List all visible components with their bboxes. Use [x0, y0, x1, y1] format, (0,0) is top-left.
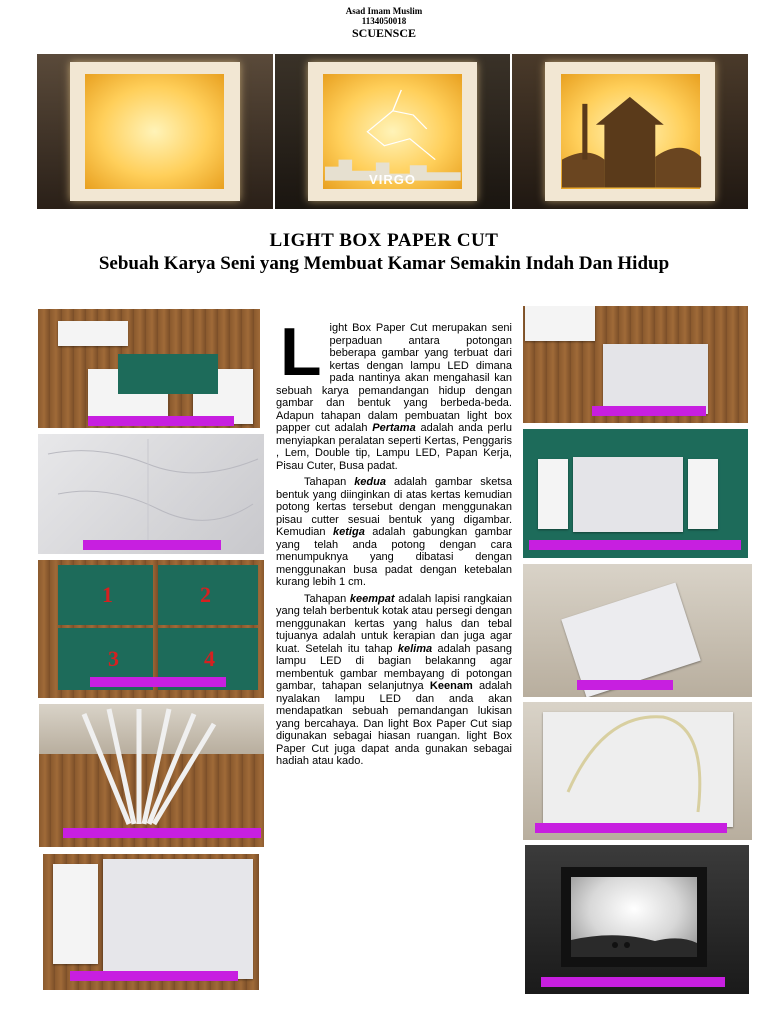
keyword-kedua: kedua	[354, 476, 386, 488]
silhouette-scene-icon	[525, 845, 749, 994]
photo-stacked-layers	[43, 854, 259, 990]
temple-silhouette-icon	[545, 62, 715, 202]
keyword-pertama: Pertama	[372, 422, 416, 434]
drop-cap: L	[280, 314, 322, 390]
lightbox-frame	[70, 62, 240, 202]
photo-box-assembly-3	[523, 564, 752, 697]
page-title: LIGHT BOX PAPER CUT	[269, 230, 499, 251]
paragraph-intro: ight Box Paper Cut merupakan seni perpaduan antara potongan beberapa gambar yang terbuat dari kertas dengan lampu LED dimana pada nantinya akan mengahasil kan sebuah karya pemandangan hidup dengan gambar dan bentuk yang berbeda-beda. Adapun tahapan dalam pembuatan light box papper cut adalah Pertama adalah anda perlu menyiapkan peralatan seperti Kertas, Penggaris , Lem, Double tip, Lampu LED, Papan Kerja, Pisau Cuter, Busa padat.	[276, 322, 512, 472]
major-label: SCUENSCE	[351, 26, 417, 40]
banner-photo-virgo	[275, 54, 511, 209]
paragraph-step-4: Tahapan keempat adalah lapisi rangkaian yang telah berbentuk kotak atau persegi dengan menggunakan kertas yang halus dan tebal tujuanya adalah untuk kerapian dan juga agar kuat. Setelah itu tahap kelima adalah pasang lampu LED di bagian belakanng agar membentuk gambar membayang di potongan gambar, tahapan selanjutnya Keenam adalah nyalakan lampu LED dan anda akan mendapatkan sebuah pemandangan lukisan yang bercahaya. Dan light Box Paper Cut siap digunakan sebagai hiasan ruangan. light Box Paper Cut juga dapat anda gunakan sebagai hadiah atau kado.	[276, 592, 513, 767]
student-id: 1134050018	[361, 16, 407, 26]
lightbox-glow	[85, 74, 224, 188]
keyword-keenam: Keenam	[429, 680, 473, 692]
step-number: 3	[108, 646, 119, 671]
step-number: 4	[204, 646, 215, 671]
photo-foam-strips	[39, 704, 264, 847]
photo-cut-layers	[38, 560, 264, 698]
step-number: 2	[200, 582, 211, 607]
virgo-label: VIRGO	[369, 172, 416, 188]
led-strip-icon	[523, 702, 752, 840]
lightbox-frame	[308, 62, 478, 202]
photo-box-assembly-1	[523, 306, 748, 423]
keyword-ketiga: ketiga	[333, 526, 365, 538]
photo-tools	[38, 309, 260, 428]
foam-strips-icon	[39, 704, 264, 847]
banner-photo-temple	[512, 54, 748, 209]
photo-finished-lightbox	[525, 845, 749, 994]
keyword-kelima: kelima	[397, 642, 433, 655]
paragraph-step-2: Tahapan kedua adalah gambar sketsa bentuk yang diinginkan di atas kertas kemudian potong kertas tersebut dengan menggunakan pisau cutter sesuai bentuk yang digambar. Kemudian ketiga adalah gabungkan gambar yang telah anda potong dengan cara menumpuknya yang dibatasi dengan menggunakan busa padat dengan ketebalan kurang lebih 1 cm.	[276, 476, 513, 588]
lightbox-frame	[545, 62, 715, 202]
page-subtitle: Sebuah Karya Seni yang Membuat Kamar Semakin Indah Dan Hidup	[98, 253, 670, 274]
photo-led-strip	[523, 702, 752, 840]
photo-sketch	[38, 434, 264, 554]
article-body	[276, 314, 513, 768]
banner-photos	[37, 54, 748, 209]
author-name: Asad Imam Muslim	[345, 6, 423, 16]
photo-box-assembly-2	[523, 429, 748, 558]
sketch-lines-icon	[38, 434, 264, 554]
banner-photo-forest	[37, 54, 273, 209]
step-number: 1	[102, 582, 113, 607]
keyword-keempat: keempat	[349, 592, 395, 605]
